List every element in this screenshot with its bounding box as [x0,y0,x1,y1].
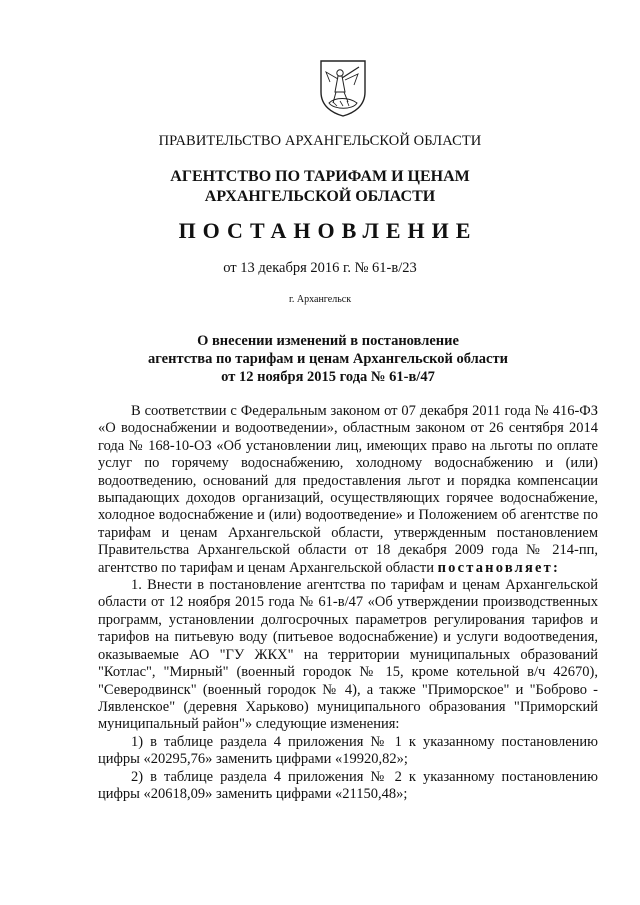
city-line: г. Архангельск [288,294,352,305]
document-body [98,403,598,803]
preamble-paragraph [98,403,598,577]
preamble-text: В соответствии с Федеральным законом от 07 декабря 2011 года № 416-ФЗ «О водоснабжении и водоотведении», областным законом от 26 сентября 2014 года № 168-10-ОЗ «Об установлении лиц, имеющих право на льготы по оплате услуг по горячему водоснабжению, холодному водоснабжению и (или) водоотведению, оснований для предоставления льгот и порядка компенсации выпадающих доходов организаций, осуществляющих горячее водоснабжение, холодное водоснабжение и (или) водоотведение» и Положением об агентстве по тарифам и ценам Архангельской области, утвержденным постановлением Правительства Архангельской области от 18 декабря 2009 года № 214-пп, агентство по тарифам и ценам Архангельской области [98,403,598,576]
agency-title [0,167,640,207]
subject-line3: от 12 ноября 2015 года № 61-в/47 [221,369,435,385]
document-type-heading: ПОСТАНОВЛЕНИЕ [178,218,478,243]
government-title: ПРАВИТЕЛЬСТВО АРХАНГЕЛЬСКОЙ ОБЛАСТИ [158,133,482,149]
date-and-number: от 13 декабря 2016 г. № 61-в/23 [223,260,417,276]
subitem-1-paragraph: 1) в таблице раздела 4 приложения № 1 к указанному постановлению цифры «20295,76» заменить цифрами «19920,82»; [98,733,598,768]
coat-of-arms-emblem [318,58,368,118]
item-1-paragraph: 1. Внести в постановление агентства по тарифам и ценам Архангельской области от 12 ноября 2015 года № 61-в/47 «Об утверждении производственных программ, установлении долгосрочных параметров регулирования тарифов и тарифов на питьевую воду (питьевое водоснабжение) и услуги водоотведения, оказываемые АО "ГУ ЖКХ" на территории муниципальных образований "Котлас", "Мирный" (военный городок № 15, кроме котельной в/ч 42670), "Северодвинск" (военный городок № 4), а также "Приморское" и "Боброво - Лявленское" (деревня Харьково) муниципального образования "Приморский муниципальный район"» следующие изменения: [98,577,598,733]
subject-line2: агентства по тарифам и ценам Архангельской области [148,351,508,367]
agency-title-line1: АГЕНТСТВО ПО ТАРИФАМ И ЦЕНАМ [170,168,470,185]
subitem-2-paragraph: 2) в таблице раздела 4 приложения № 2 к указанному постановлению цифры «20618,09» заменить цифрами «21150,48»; [98,768,598,802]
document-subject [8,332,640,386]
agency-title-line2: АРХАНГЕЛЬСКОЙ ОБЛАСТИ [204,188,436,205]
subject-line1: О внесении изменений в постановление [197,333,459,349]
decree-word: постановляет: [437,559,561,576]
